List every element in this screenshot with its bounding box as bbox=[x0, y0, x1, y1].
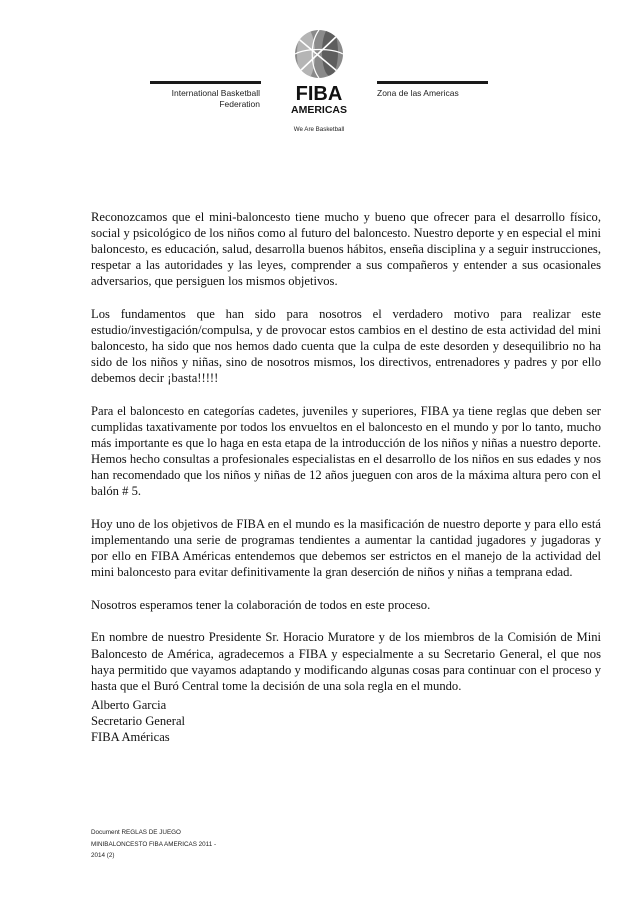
document-footer bbox=[91, 827, 231, 862]
signature-block bbox=[91, 697, 391, 746]
header-rule-left bbox=[150, 81, 261, 84]
paragraph-1: Reconozcamos que el mini-baloncesto tiene mucho y bueno que ofrecer para el desarrollo físico, social y psicológico de los niños como al futuro del baloncesto. Nuestro deporte y en especial el mini baloncesto, es educación, salud, desarrolla buenos hábitos, enseña disciplina y a seguir instrucciones, respetar a las autoridades y las leyes, comprender a sus compañeros y entender a sus ocasionales adversarios, que persiguen los mismos objetivos. bbox=[91, 210, 601, 289]
logo-tagline: We Are Basketball bbox=[293, 126, 345, 133]
org-left-line1: International Basketball bbox=[171, 88, 260, 98]
paragraph-5: Nosotros esperamos tener la colaboración de todos en este proceso. bbox=[91, 597, 431, 612]
fiba-americas-logo bbox=[286, 28, 352, 136]
basketball-icon bbox=[295, 28, 343, 80]
org-left-line2: Federation bbox=[219, 99, 260, 109]
footer-line-1: Document REGLAS DE JUEGO bbox=[91, 829, 181, 836]
header-rule-right bbox=[377, 81, 488, 84]
paragraph-6: En nombre de nuestro Presidente Sr. Horacio Muratore y de los miembros de la Comisión de Mini Baloncesto de América, agradecemos a FIBA y especialmente a su Secretario General, el que nos haya permitido que vayamos adaptando y modificando algunas cosas para continuar con el proceso y hasta que el Buró Central tome la decisión de una sola regla en el mundo. bbox=[91, 630, 601, 693]
logo-subtitle: AMERICAS bbox=[290, 104, 348, 116]
paragraph-2: Los fundamentos que han sido para nosotros el verdadero motivo para realizar este estudio/investigación/compulsa, y de provocar estos cambios en el destino de esta actividad del mini baloncesto, ha sido que nos hemos dado cuenta que la culpa de este desorden y desequilibrio no ha sido de los niños y niñas, sino de nosotros mismos, los directivos, entrenadores y padres y por ello debemos decir ¡basta!!!!! bbox=[91, 306, 601, 386]
signer-organization: FIBA Américas bbox=[91, 730, 170, 745]
footer-line-2: MINIBALONCESTO FIBA AMERICAS 2011 - bbox=[91, 840, 217, 848]
signer-title: Secretario General bbox=[91, 714, 186, 729]
paragraph-4: Hoy uno de los objetivos de FIBA en el mundo es la masificación de nuestro deporte y para ello está implementando una serie de programas tendientes a aumentar la cantidad jugadores y jugadoras y por ello en FIBA Américas entendemos que debemos ser estrictos en el manejo de la actividad del mini baloncesto para evitar definitivamente la gran deserción de niños y niñas a temprana edad. bbox=[91, 517, 601, 580]
letter-body bbox=[91, 209, 601, 710]
paragraph-3: Para el baloncesto en categorías cadetes, juveniles y superiores, FIBA ya tiene reglas que deben ser cumplidas taxativamente por todos los envueltos en el baloncesto en el mundo y por lo tanto, mucho más importante es que lo haga en esta etapa de la introducción de los niños y niñas a nuestro deporte. Hemos hecho consultas a profesionales especialistas en el desarrollo de los niños en sus edades y nos han recomendado que los niños y niñas de 12 años jueguen con aros de la máxima altura pero con el balón # 5. bbox=[91, 403, 601, 499]
footer-line-3: 2014 (2) bbox=[91, 852, 115, 859]
logo-title: FIBA bbox=[295, 83, 343, 105]
signer-name: Alberto Garcia bbox=[91, 698, 167, 712]
header-org-right: Zona de las Americas bbox=[377, 88, 459, 98]
header-org-left bbox=[150, 88, 260, 110]
